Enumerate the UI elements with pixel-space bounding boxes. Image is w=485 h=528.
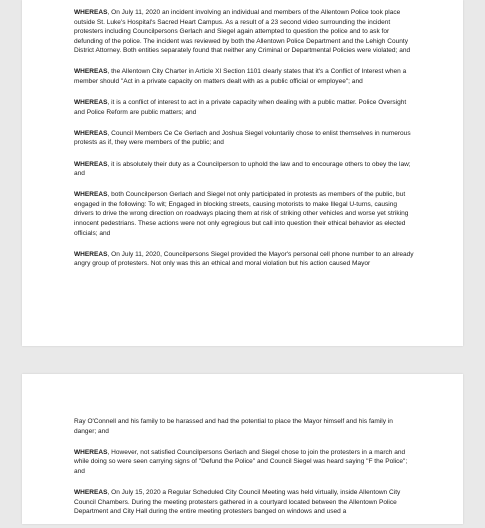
paragraph-text: , On July 11, 2020 an incident involving an individual and members of the Allentown Police took place outside St. Luke's Hospital's Sacred Heart Campus. As a result of a 23 second video surrounding the incident protesters including Councilpersons Gerlach and Siegel again attempted to question the police and to ask for defunding of the police. The incident was reviewed by both the Allentown Police Department and the Lehigh County District Attorney. Both entities separately found that neither any Criminal or Departmental Policies were violated; and bbox=[74, 9, 411, 55]
paragraph bbox=[74, 417, 414, 436]
paragraph bbox=[74, 488, 414, 517]
paragraph-text: , Council Members Ce Ce Gerlach and Joshua Siegel voluntarily chose to enlist themselves in numerous protests as if, they were members of the public; and bbox=[74, 129, 411, 147]
whereas-lead: WHEREAS bbox=[74, 99, 108, 107]
paragraph bbox=[74, 160, 414, 179]
paragraph-text: , On July 15, 2020 a Regular Scheduled City Council Meeting was held virtually, inside Allentown City Council Chambers. During the meeting protesters gathered in a courtyard located between the Allentown Police Department and City Hall during the entire meeting protesters banged on windows and used a bbox=[74, 488, 401, 516]
paragraph bbox=[74, 8, 414, 56]
whereas-lead: WHEREAS bbox=[74, 9, 108, 16]
paragraph bbox=[74, 67, 414, 86]
paragraph-text: Ray O'Connell and his family to be harassed and had the potential to place the Mayor himself and his family in danger; and bbox=[74, 418, 393, 435]
document-page-1 bbox=[22, 0, 463, 346]
paragraph bbox=[74, 98, 414, 117]
paragraph bbox=[74, 129, 414, 148]
paragraph-text: , the Allentown City Charter in Article XI Section 1101 clearly states that it's a Conflict of Interest when a member should "Act in a private capacity on matters dealt with as a public official or employee"; and bbox=[74, 68, 407, 86]
document-page-2 bbox=[22, 374, 463, 524]
paragraph-text: , However, not satisfied Councilpersons Gerlach and Siegel chose to join the protesters in a march and while doing so were seen carrying signs of "Defund the Police" and Council Siegel was heard saying "F the Police"; and bbox=[74, 448, 408, 475]
whereas-lead: WHEREAS bbox=[74, 250, 108, 258]
paragraph-text: , it is a conflict of interest to act in a private capacity when dealing with a public matter. Police Oversight and Police Reform are public matters; and bbox=[74, 99, 407, 116]
whereas-lead: WHEREAS bbox=[74, 488, 108, 496]
page-1-text bbox=[74, 8, 414, 280]
paragraph-text: , both Councilperson Gerlach and Siegel not only participated in protests as members of the public, but engaged in the following: To wit; Engaged in blocking streets, causing motorists to make Illegal U-turns, causing drivers to drive the wrong direction on roadways placing them at risk of striking other vehicles and worse yet striking innocent pedestrians. These actions were not only egregious but call into question their ethical behavior as elected officials; and bbox=[74, 191, 409, 237]
whereas-lead: WHEREAS bbox=[74, 448, 108, 456]
whereas-lead: WHEREAS bbox=[74, 68, 108, 76]
whereas-lead: WHEREAS bbox=[74, 129, 108, 137]
paragraph-text: , it is absolutely their duty as a Councilperson to uphold the law and to encourage others to obey the law; and bbox=[74, 160, 411, 178]
page-2-text bbox=[74, 417, 414, 528]
paragraph bbox=[74, 250, 414, 269]
whereas-lead: WHEREAS bbox=[74, 160, 108, 168]
paragraph-text: , On July 11, 2020, Councilpersons Siegel provided the Mayor's personal cell phone number to an already angry group of protesters. Not only was this an ethical and moral violation but his action caused Mayor bbox=[74, 250, 414, 268]
paragraph bbox=[74, 190, 414, 238]
whereas-lead: WHEREAS bbox=[74, 191, 108, 199]
paragraph bbox=[74, 448, 414, 477]
